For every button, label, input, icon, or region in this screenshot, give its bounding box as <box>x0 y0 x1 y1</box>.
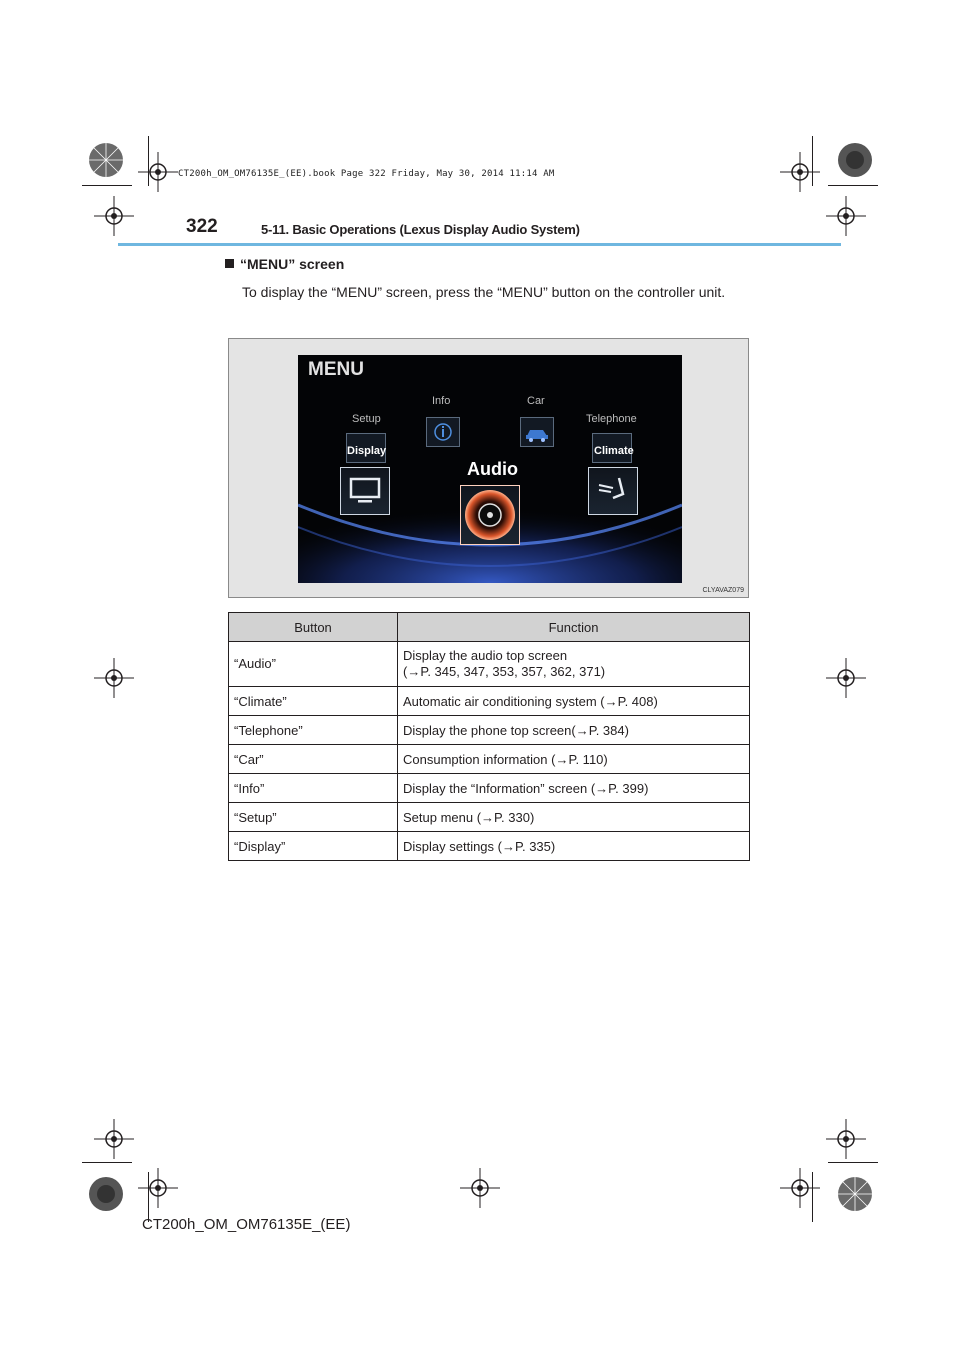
button-cell: “Telephone” <box>229 716 398 745</box>
info-tile[interactable] <box>426 417 460 447</box>
crosshair-mark-icon <box>94 1119 134 1159</box>
function-cell: Setup menu (→P. 330) <box>398 803 750 832</box>
screen-title: MENU <box>308 359 364 380</box>
crosshair-mark-icon <box>94 196 134 236</box>
registration-mark-icon <box>835 140 875 180</box>
square-bullet-icon <box>225 259 234 268</box>
crosshair-mark-icon <box>138 1168 178 1208</box>
button-cell: “Info” <box>229 774 398 803</box>
audio-label: Audio <box>467 459 518 479</box>
function-table <box>228 612 750 861</box>
registration-mark-icon <box>86 140 126 180</box>
registration-mark-icon <box>86 1174 126 1214</box>
table-row <box>229 716 750 745</box>
button-cell: “Car” <box>229 745 398 774</box>
crop-line <box>812 1172 813 1222</box>
crosshair-mark-icon <box>826 1119 866 1159</box>
crop-line <box>82 1162 132 1163</box>
button-cell: “Climate” <box>229 687 398 716</box>
subheading-text: “MENU” screen <box>240 256 345 272</box>
table-row <box>229 642 750 687</box>
button-cell: “Setup” <box>229 803 398 832</box>
table-row <box>229 687 750 716</box>
button-cell: “Audio” <box>229 642 398 687</box>
info-icon <box>427 418 459 446</box>
crosshair-mark-icon <box>138 152 178 192</box>
crop-line <box>82 185 132 186</box>
registration-mark-icon <box>835 1174 875 1214</box>
car-icon <box>521 418 553 446</box>
page-number: 322 <box>186 216 218 237</box>
climate-tile[interactable] <box>588 467 638 515</box>
table-row <box>229 745 750 774</box>
crop-line <box>828 1162 878 1163</box>
car-label: Car <box>527 395 545 407</box>
crop-line <box>148 1172 149 1222</box>
function-cell: Display the “Information” screen (→P. 399) <box>398 774 750 803</box>
crop-line <box>828 185 878 186</box>
figure-code: CLYAVAZ079 <box>702 587 744 594</box>
menu-screen-figure <box>228 338 749 598</box>
crop-line <box>148 136 149 186</box>
telephone-label: Telephone <box>586 413 637 425</box>
function-line: (→P. 345, 347, 353, 357, 362, 371) <box>403 664 606 679</box>
display-tile[interactable] <box>340 467 390 515</box>
crosshair-mark-icon <box>780 1168 820 1208</box>
function-cell: Display settings (→P. 335) <box>398 832 750 861</box>
monitor-icon <box>341 468 389 514</box>
climate-label: Climate <box>594 445 634 457</box>
setup-label: Setup <box>352 413 381 425</box>
crosshair-mark-icon <box>826 196 866 236</box>
function-cell <box>398 642 750 687</box>
car-tile[interactable] <box>520 417 554 447</box>
crosshair-mark-icon <box>94 658 134 698</box>
seat-airflow-icon <box>589 468 637 514</box>
column-header: Function <box>398 613 750 642</box>
audio-tile[interactable] <box>460 485 520 545</box>
table-row <box>229 832 750 861</box>
function-cell: Consumption information (→P. 110) <box>398 745 750 774</box>
crosshair-mark-icon <box>826 658 866 698</box>
table-header-row <box>229 613 750 642</box>
function-cell: Display the phone top screen(→P. 384) <box>398 716 750 745</box>
column-header: Button <box>229 613 398 642</box>
section-title: 5-11. Basic Operations (Lexus Display Audio System) <box>261 222 580 237</box>
menu-screen <box>298 355 682 583</box>
body-paragraph: To display the “MENU” screen, press the “MENU” button on the controller unit. <box>242 284 726 300</box>
table-row <box>229 803 750 832</box>
crosshair-mark-icon <box>460 1168 500 1208</box>
header-rule <box>118 243 841 246</box>
function-line: Display the audio top screen <box>403 648 568 663</box>
table-row <box>229 774 750 803</box>
display-label: Display <box>347 445 387 457</box>
button-cell: “Display” <box>229 832 398 861</box>
subheading <box>225 256 344 272</box>
crosshair-mark-icon <box>780 152 820 192</box>
footer-doc-code: CT200h_OM_OM76135E_(EE) <box>142 1216 351 1233</box>
crop-line <box>812 136 813 186</box>
book-stamp: CT200h_OM_OM76135E_(EE).book Page 322 Friday, May 30, 2014 11:14 AM <box>178 169 555 179</box>
disc-icon <box>461 486 519 544</box>
function-cell: Automatic air conditioning system (→P. 408) <box>398 687 750 716</box>
info-label: Info <box>432 395 451 407</box>
